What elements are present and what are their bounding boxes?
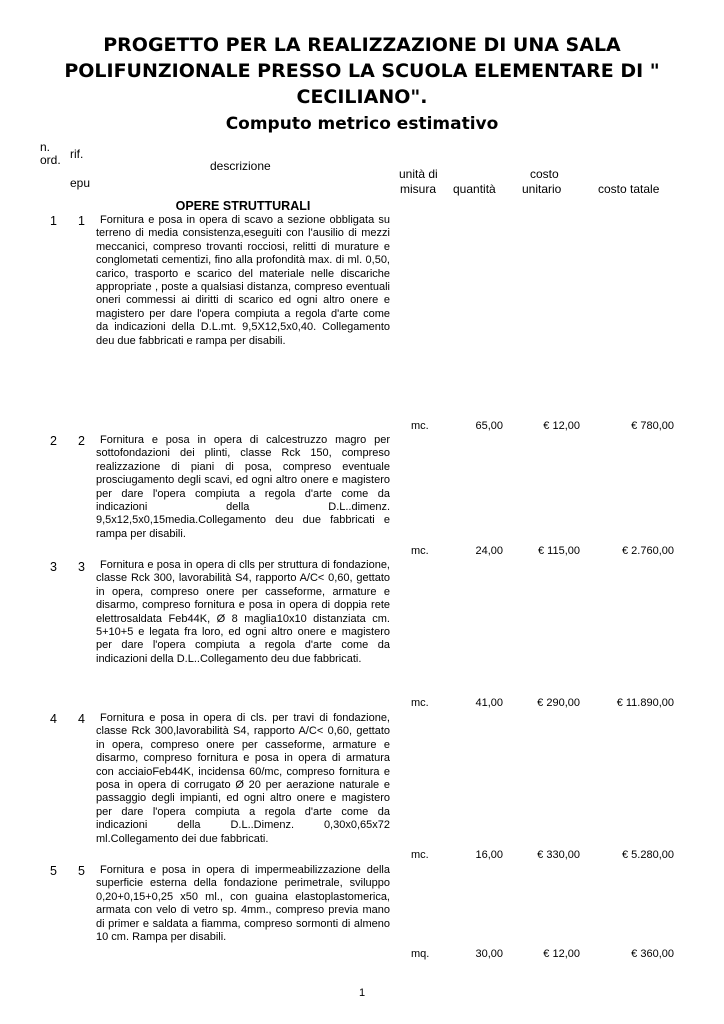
item-2-number: 2 (50, 434, 57, 448)
header-costo-line2: unitario (522, 182, 562, 196)
item-3-rif: 3 (78, 560, 85, 574)
item-3-description: Fornitura e posa in opera di clls per struttura di fondazione, classe Rck 300, lavorabilità S4, rapporto A/C< 0,60, gettato in opera, compreso onere per casseforme, armature e disarmo, compreso fornitura e posa in opera di doppia rete elettrosaldata Feb44K, Ø 8 maglia10x10 distanziata cm. 5+10+5 e legata fra loro, ed ogni altro onere e magistero per dare l'opera compiuta a regola d'arte come da indicazioni della D.L..Collegamento deu due fabbricati. (96, 559, 390, 665)
item-5-rif: 5 (78, 864, 85, 878)
item-2-unit-cost: € 115,00 (537, 545, 580, 557)
item-1-rif: 1 (78, 214, 85, 228)
item-4-unit-cost: € 330,00 (537, 849, 580, 861)
item-2-rif: 2 (78, 434, 85, 448)
document-subtitle: Computo metrico estimativo (225, 114, 499, 134)
item-3-total: € 11.890,00 (616, 697, 674, 709)
title-line-1: PROGETTO PER LA REALIZZAZIONE DI UNA SALA (103, 34, 621, 56)
title-line-2: POLIFUNZIONALE PRESSO LA SCUOLA ELEMENTARE DI " (64, 60, 660, 82)
header-ord: ord. (40, 153, 61, 167)
item-3-unit: mc. (411, 697, 429, 709)
item-5-unit-cost: € 12,00 (543, 948, 580, 960)
item-1-description: Fornitura e posa in opera di scavo a sezione obbligata su terreno di media consistenza,eseguiti con l'ausilio di mezzi meccanici, compreso trovanti rocciosi, relitti di murature e conglometati cementizi, fino alla profondità max. di ml. 0,50, carico, trasporto e scarico del materiale nelle discariche appropriate , poste a qualsiasi distanza, compreso eventuali oneri commessi ai diritti di scarico ed ogni altro onere e magistero per dare l'opera compiuta a regola d'arte come da indicazioni della D.L.mt. 9,5X12,5x0,40. Collegamento deu due fabbricati e rampa per disabili. (96, 214, 390, 347)
item-5-unit: mq. (411, 948, 430, 960)
page-number: 1 (358, 987, 366, 999)
item-4-description: Fornitura e posa in opera di cls. per travi di fondazione, classe Rck 300,lavorabilità S4, rapporto A/C< 0,60, gettato in opera, compreso onere per casseforme, armature e disarmo, compreso fornitura e posa in opera di armatura con acciaioFeb44K, incidensa 60/mc, compreso fornitura e posa in opera di corrugato Ø 20 per aerazione naturale e passaggio degli impianti, ed ogni altro onere e magistero per dare l'opera compiuta a regola d'arte come da indicazioni della D.L..Dimenz. 0,30x0,65x72 ml.Collegamento dei due fabbricati. (96, 712, 390, 845)
item-3-unit-cost: € 290,00 (537, 697, 580, 709)
header-costo-line1: costo (530, 167, 559, 181)
item-1-quantity: 65,00 (475, 420, 503, 432)
item-2-description: Fornitura e posa in opera di calcestruzzo magro per sottofondazioni dei plinti, classe Rck 150, compreso realizzazione di piani di posa, compreso eventuale prosciugamento degli scavi, ed ogni altro onere e magistero per dare l'opera compiuta a regola d'arte come da indicazioni della D.L..dimenz. 9,5x12,5x0,15media.Collegamento deu due fabbricati e rampa per disabili. (96, 434, 390, 540)
header-quantita: quantità (453, 182, 496, 196)
item-2-total: € 2.760,00 (622, 545, 674, 557)
item-2-unit: mc. (411, 545, 429, 557)
item-2-quantity: 24,00 (475, 545, 503, 557)
item-5-total: € 360,00 (631, 948, 674, 960)
item-4-rif: 4 (78, 712, 85, 726)
item-1-unit: mc. (411, 420, 429, 432)
header-costo-totale: costo tatale (598, 182, 660, 196)
header-epu: epu (70, 176, 91, 190)
header-unita-line2: misura (400, 182, 437, 196)
item-1-total: € 780,00 (631, 420, 674, 432)
item-1-number: 1 (50, 214, 57, 228)
item-3-quantity: 41,00 (475, 697, 503, 709)
header-rif: rif. (70, 147, 84, 161)
header-n: n. (40, 140, 51, 154)
item-5-description: Fornitura e posa in opera di impermeabilizzazione della superficie esterna della fondazione perimetrale, sviluppo 0,20+0,15+0,25 x50 ml., con guaina elastoplastomerica, armata con velo di vetro sp. 4mm., compreso previa mano di primer e saldata a fiamma, compreso sormonti di almeno 10 cm. Rampa per disabili. (96, 864, 390, 944)
item-4-total: € 5.280,00 (622, 849, 674, 861)
title-line-3: CECILIANO". (296, 86, 428, 108)
item-4-unit: mc. (411, 849, 429, 861)
header-descrizione: descrizione (210, 159, 271, 173)
item-5-quantity: 30,00 (475, 948, 503, 960)
header-unita-line1: unità di (399, 167, 438, 181)
item-4-number: 4 (50, 712, 57, 726)
item-3-number: 3 (50, 560, 57, 574)
item-1-unit-cost: € 12,00 (543, 420, 580, 432)
document-title (40, 32, 684, 110)
item-5-number: 5 (50, 864, 57, 878)
item-4-quantity: 16,00 (475, 849, 503, 861)
section-heading: OPERE STRUTTURALI (175, 199, 311, 213)
